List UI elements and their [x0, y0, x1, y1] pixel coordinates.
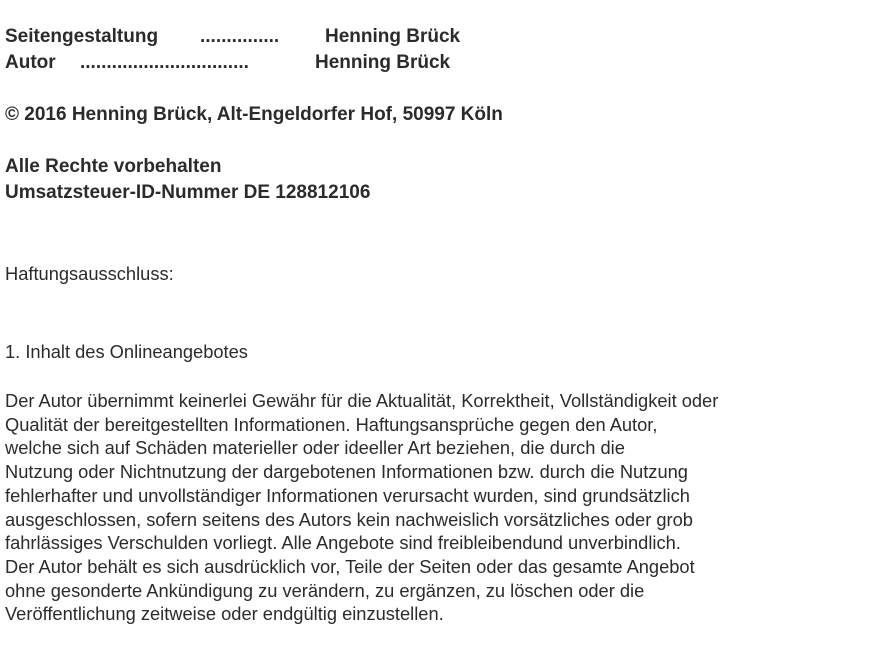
credit-name-layout: Henning Brück: [325, 26, 461, 47]
copyright-line: © 2016 Henning Brück, Alt-Engeldorfer Hof, 50997 Köln: [5, 104, 503, 125]
body-line: Qualität der bereitgestellten Informationen. Haftungsansprüche gegen den Autor,: [5, 413, 658, 435]
credit-label-author: Autor: [5, 52, 56, 73]
credit-dots-layout: ...............: [200, 26, 280, 47]
credit-dots-author: ................................: [80, 52, 249, 73]
credit-name-author: Henning Brück: [315, 52, 451, 73]
section-title: 1. Inhalt des Onlineangebotes: [5, 341, 248, 362]
body-line: fahrlässiges Verschulden vorliegt. Alle Angebote sind freibleibendund unverbindlich.: [5, 532, 681, 554]
body-line: ohne gesonderte Ankündigung zu verändern, zu ergänzen, zu löschen oder die: [5, 579, 645, 601]
body-line: ausgeschlossen, sofern seitens des Autors kein nachweislich vorsätzliches oder grob: [5, 508, 693, 530]
vat-id: Umsatzsteuer-ID-Nummer DE 128812106: [5, 182, 371, 203]
body-line: Veröffentlichung zeitweise oder endgültig einzustellen.: [5, 603, 444, 625]
section-body: [5, 389, 875, 626]
body-line: Der Autor übernimmt keinerlei Gewähr für die Aktualität, Korrektheit, Vollständigkeit oder: [5, 390, 719, 411]
body-line: fehlerhafter und unvollständiger Informationen verursacht wurden, sind grundsätzlich: [5, 484, 690, 506]
credit-line-layout: [5, 25, 460, 49]
credit-label-layout: Seitengestaltung: [5, 26, 159, 47]
body-line: Der Autor behält es sich ausdrücklich vor, Teile der Seiten oder das gesamte Angebot: [5, 555, 695, 577]
disclaimer-heading: Haftungsausschluss:: [5, 263, 174, 284]
body-line: welche sich auf Schäden materieller oder ideeller Art beziehen, die durch die: [5, 437, 625, 459]
rights-reserved: Alle Rechte vorbehalten: [5, 156, 222, 177]
body-line: Nutzung oder Nichtnutzung der dargebotenen Informationen bzw. durch die Nutzung: [5, 461, 688, 483]
credit-line-author: [5, 51, 450, 75]
